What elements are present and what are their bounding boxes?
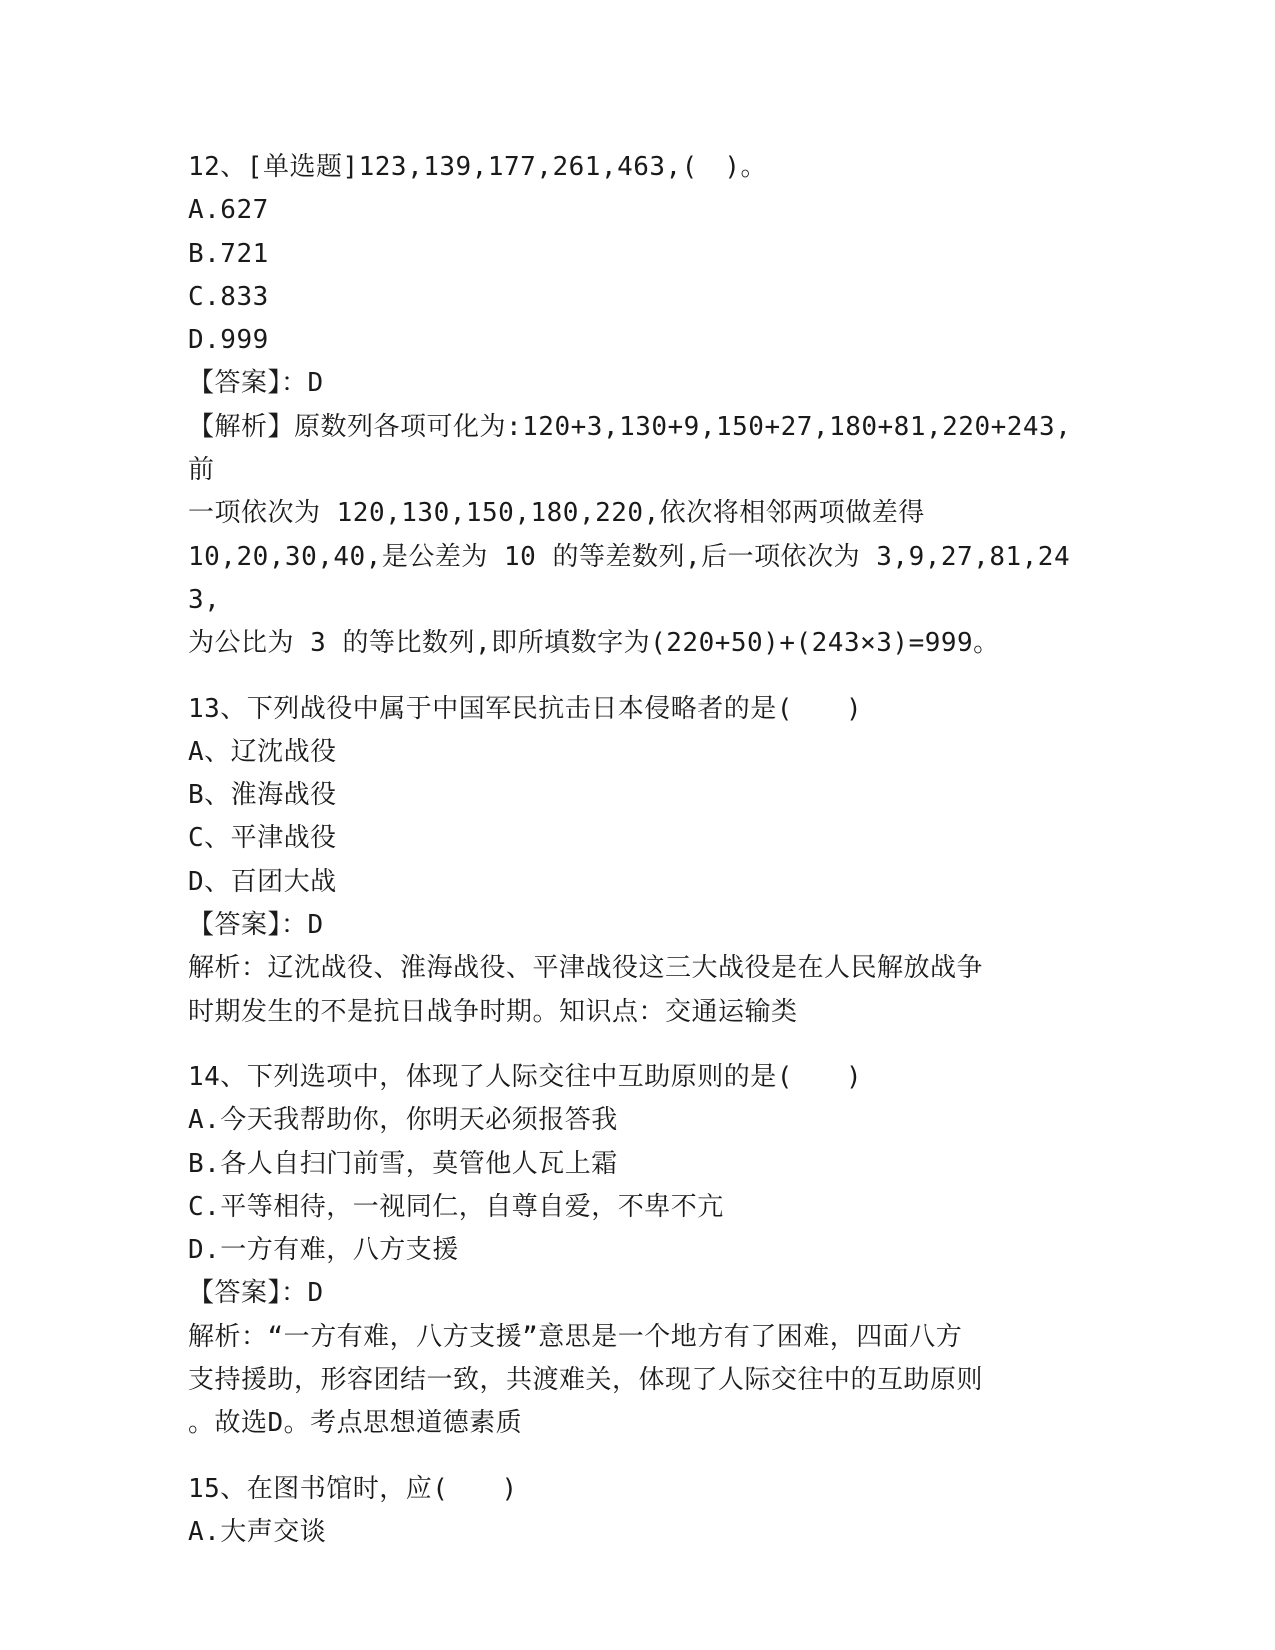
analysis-line: 一项依次为 120,130,150,180,220,依次将相邻两项做差得 <box>188 498 925 529</box>
question-12 <box>188 146 1088 666</box>
analysis-line: 为公比为 3 的等比数列,即所填数字为(220+50)+(243×3)=999。 <box>188 628 1000 659</box>
analysis-line: 解析：“一方有难，八方支援”意思是一个地方有了困难，四面八方 <box>188 1321 963 1352</box>
answer-line: 【答案】：D <box>188 1278 324 1309</box>
analysis-line: 支持援助，形容团结一致，共渡难关，体现了人际交往中的互助原则 <box>188 1365 984 1396</box>
analysis-line: 解析：辽沈战役、淮海战役、平津战役这三大战役是在人民解放战争 <box>188 953 984 984</box>
analysis-line: 时期发生的不是抗日战争时期。知识点：交通运输类 <box>188 996 798 1027</box>
question-14 <box>188 1056 1088 1446</box>
option-a: A.大声交谈 <box>188 1516 327 1547</box>
option-b: B.721 <box>188 238 269 269</box>
option-d: D.一方有难，八方支援 <box>188 1235 459 1266</box>
option-a: A、辽沈战役 <box>188 736 337 767</box>
option-a: A.今天我帮助你，你明天必须报答我 <box>188 1105 618 1136</box>
answer-line: 【答案】：D <box>188 910 324 941</box>
analysis-line: 【解析】原数列各项可化为:120+3,130+9,150+27,180+81,220+243,前 <box>188 411 1072 486</box>
question-stem: 13、下列战役中属于中国军民抗击日本侵略者的是( ) <box>188 693 863 724</box>
option-d: D、百团大战 <box>188 866 337 897</box>
question-stem: 12、[单选题]123,139,177,261,463,( )。 <box>188 152 767 182</box>
option-b: B、淮海战役 <box>188 780 337 811</box>
answer-line: 【答案】：D <box>188 368 324 399</box>
question-stem: 15、在图书馆时，应( ) <box>188 1473 518 1504</box>
question-13 <box>188 688 1088 1034</box>
analysis-line: 。故选D。考点思想道德素质 <box>188 1408 523 1439</box>
option-a: A.627 <box>188 195 269 226</box>
question-stem: 14、下列选项中，体现了人际交往中互助原则的是( ) <box>188 1061 863 1092</box>
option-b: B.各人自扫门前雪，莫管他人瓦上霜 <box>188 1148 618 1179</box>
question-15 <box>188 1468 1088 1555</box>
option-c: C.平等相待，一视同仁，自尊自爱，不卑不亢 <box>188 1191 724 1222</box>
option-c: C、平津战役 <box>188 823 337 854</box>
analysis-line: 10,20,30,40,是公差为 10 的等差数列,后一项依次为 3,9,27,81,243, <box>188 541 1071 615</box>
document-page <box>188 146 1088 1554</box>
option-c: C.833 <box>188 281 269 312</box>
option-d: D.999 <box>188 325 269 356</box>
